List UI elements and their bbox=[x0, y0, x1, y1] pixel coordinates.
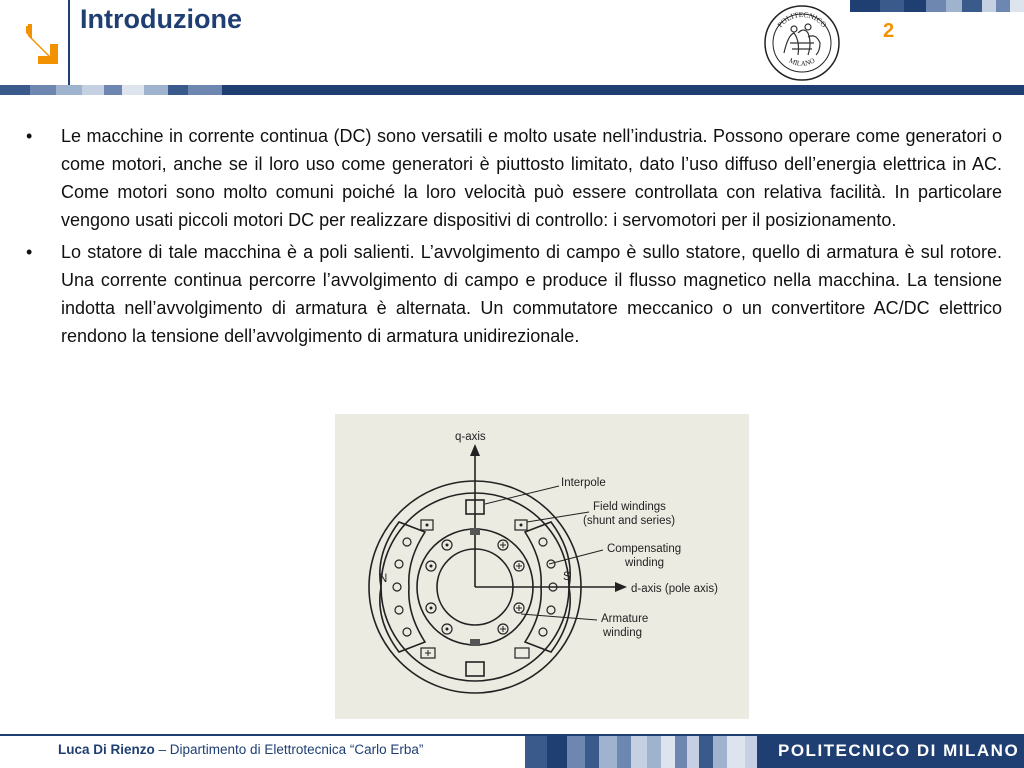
field-windings-sublabel: (shunt and series) bbox=[583, 515, 676, 527]
bullet-text: Lo statore di tale macchina è a poli salienti. L’avvolgimento di campo è sullo statore, quello di armatura è sul rotore. Una corrente continua percorre l’avvolgimento di campo e produce il flusso magnetico nella macchina. La tensione indotta nell’avvolgimento di armatura è alternata. Un commutatore meccanico o un convertitore AC/DC elettrico rendono la tensione dell’avvolgimento di armatura unidirezionale. bbox=[61, 242, 1002, 346]
bullet-item bbox=[26, 238, 1002, 350]
pole-n-label: N bbox=[379, 573, 388, 585]
bullet-text: Le macchine in corrente continua (DC) sono versatili e molto usate nell’industria. Possono operare come generatori o come motori, anche se il loro uso come generatori è piuttosto limitato, dato l’uso diffuso dell’energia elettrica in AC. Come motori sono molto comuni poiché la loro velocità può essere controllata con relativa facilità. In particolare vengono usati piccoli motori DC per realizzare dispositivi di controllo: i servomotori per il posizionamento. bbox=[61, 126, 1002, 230]
header-divider bbox=[68, 0, 70, 86]
d-axis-label: d-axis (pole axis) bbox=[631, 583, 718, 595]
slide-content bbox=[26, 122, 1002, 350]
compensating-label: Compensating bbox=[607, 543, 682, 555]
header-decor-strip bbox=[850, 0, 1024, 12]
armature-sublabel: winding bbox=[603, 627, 642, 639]
svg-text:MILANO: MILANO bbox=[787, 56, 817, 68]
q-axis-label: q-axis bbox=[455, 431, 486, 443]
interpole-label: Interpole bbox=[561, 477, 606, 489]
svg-text:POLITECNICO: POLITECNICO bbox=[775, 9, 829, 30]
bullet-item bbox=[26, 122, 1002, 234]
header-decor-bar bbox=[0, 85, 1024, 95]
dc-machine-diagram bbox=[335, 414, 749, 719]
compensating-sublabel: winding bbox=[625, 557, 664, 569]
slide-title: Introduzione bbox=[80, 4, 242, 34]
politecnico-arrow-logo bbox=[12, 16, 62, 68]
pole-s-label: S bbox=[563, 571, 571, 583]
politecnico-seal-logo bbox=[762, 3, 842, 83]
footer-credit bbox=[58, 742, 423, 757]
bullet-list bbox=[26, 122, 1002, 350]
footer-author: Luca Di Rienzo bbox=[58, 742, 155, 757]
bullet-marker: • bbox=[26, 126, 33, 146]
bullet-marker: • bbox=[26, 242, 33, 262]
page-number: 2 bbox=[883, 20, 895, 42]
field-windings-label: Field windings bbox=[593, 501, 666, 513]
footer-brand-text: POLITECNICO DI MILANO bbox=[778, 741, 1020, 760]
armature-label: Armature bbox=[601, 613, 649, 625]
footer-department: – Dipartimento di Elettrotecnica “Carlo Erba” bbox=[154, 742, 424, 757]
